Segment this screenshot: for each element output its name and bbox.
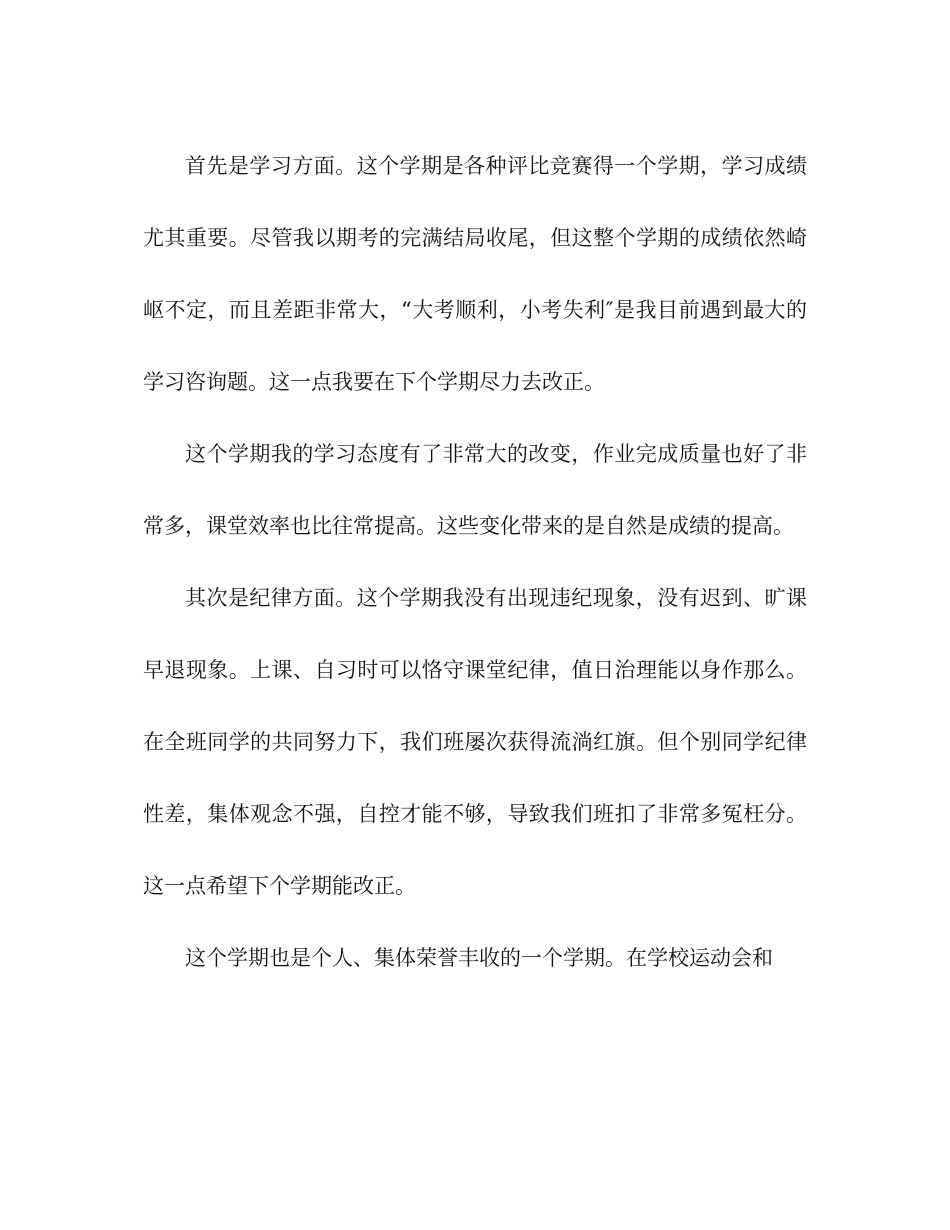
paragraph-honors: 这个学期也是个人、集体荣誉丰收的一个学期。在学校运动会和: [185, 946, 773, 970]
paragraph-study: 首先是学习方面。这个学期是各种评比竞赛得一个学期，学习成绩尤其重要。尽管我以期考的完满结局收尾，但这整个学期的成绩依然崎岖不定，而且差距非常大，“大考顺利，小考失利″是我目前遇到最大的学习咨询题。这一点我要在下个学期尽力去改正。: [143, 154, 807, 394]
document-body: [143, 130, 807, 994]
paragraph-attitude: 这个学期我的学习态度有了非常大的改变，作业完成质量也好了非常多，课堂效率也比往常提高。这些变化带来的是自然是成绩的提高。: [143, 442, 807, 538]
paragraph-discipline: 其次是纪律方面。这个学期我没有出现违纪现象，没有迟到、旷课早退现象。上课、自习时可以恪守课堂纪律，值日治理能以身作那么。在全班同学的共同努力下，我们班屡次获得流淌红旗。但个别同学纪律性差，集体观念不强，自控才能不够，导致我们班扣了非常多冤枉分。这一点希望下个学期能改正。: [143, 586, 807, 898]
